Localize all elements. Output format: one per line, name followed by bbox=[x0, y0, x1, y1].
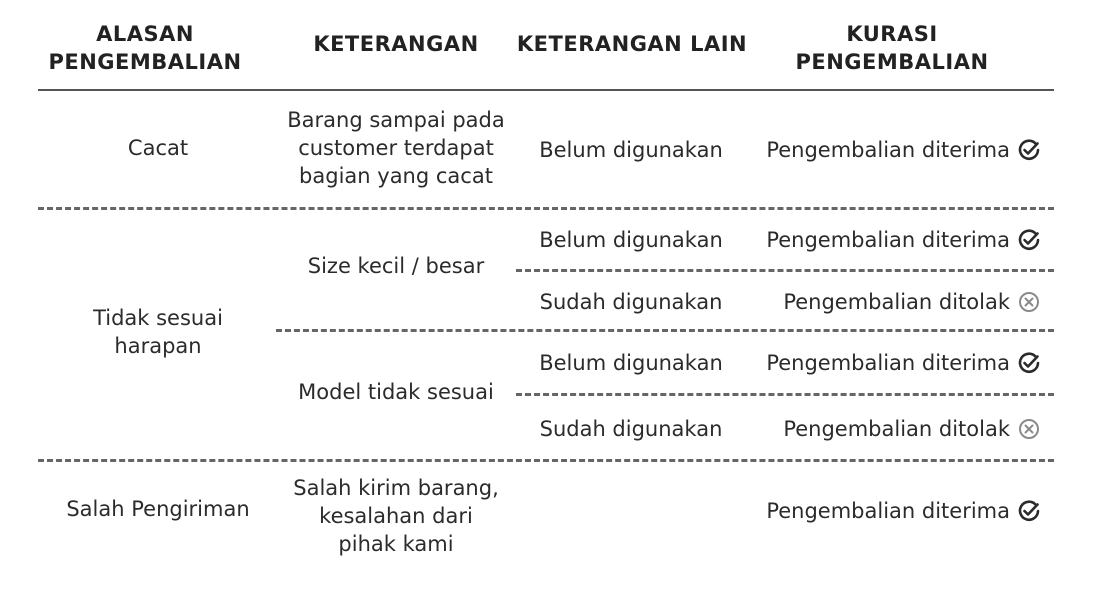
status-size-sudah bbox=[783, 288, 1041, 316]
status-model-belum-text: Pengembalian diterima bbox=[766, 351, 1010, 375]
check-circle-icon bbox=[1017, 351, 1041, 375]
reason-tidak-sesuai-line2: harapan bbox=[114, 334, 202, 358]
other-model-belum: Belum digunakan bbox=[539, 351, 723, 375]
desc-salah-line3: pihak kami bbox=[338, 532, 454, 556]
status-model-belum bbox=[766, 349, 1041, 377]
status-model-sudah bbox=[783, 415, 1041, 443]
desc-salah bbox=[270, 474, 522, 558]
status-salah bbox=[766, 497, 1041, 525]
sub-divider-size bbox=[516, 269, 1054, 272]
x-circle-icon bbox=[1017, 290, 1041, 314]
desc-cacat-line2: customer terdapat bbox=[298, 136, 494, 160]
other-size-sudah: Sudah digunakan bbox=[539, 290, 723, 314]
desc-model: Model tidak sesuai bbox=[298, 380, 494, 404]
desc-cacat-line3: bagian yang cacat bbox=[299, 164, 493, 188]
reason-cacat: Cacat bbox=[127, 136, 189, 160]
header-divider bbox=[38, 89, 1054, 91]
status-size-sudah-text: Pengembalian ditolak bbox=[783, 290, 1010, 314]
status-size-belum bbox=[766, 226, 1041, 254]
other-size-belum: Belum digunakan bbox=[539, 228, 723, 252]
row-divider-2 bbox=[38, 459, 1054, 462]
other-model-sudah: Sudah digunakan bbox=[539, 417, 723, 441]
check-circle-icon bbox=[1017, 138, 1041, 162]
status-salah-text: Pengembalian diterima bbox=[766, 499, 1010, 523]
header-alasan bbox=[40, 20, 250, 76]
status-cacat bbox=[766, 136, 1041, 164]
desc-salah-line1: Salah kirim barang, bbox=[293, 476, 499, 500]
reason-tidak-sesuai bbox=[40, 304, 276, 360]
header-alasan-line1: ALASAN bbox=[96, 22, 194, 46]
header-alasan-line2: PENGEMBALIAN bbox=[48, 50, 242, 74]
check-circle-icon bbox=[1017, 499, 1041, 523]
header-keterangan-lain: KETERANGAN LAIN bbox=[516, 32, 748, 56]
status-model-sudah-text: Pengembalian ditolak bbox=[783, 417, 1010, 441]
desc-cacat bbox=[270, 106, 522, 190]
sub-divider-model bbox=[516, 393, 1054, 396]
sub-divider-middle bbox=[276, 329, 1054, 332]
desc-salah-line2: kesalahan dari bbox=[319, 504, 473, 528]
status-size-belum-text: Pengembalian diterima bbox=[766, 228, 1010, 252]
row-divider-1 bbox=[38, 207, 1054, 210]
x-circle-icon bbox=[1017, 417, 1041, 441]
reason-tidak-sesuai-line1: Tidak sesuai bbox=[93, 306, 223, 330]
header-keterangan: KETERANGAN bbox=[313, 32, 479, 56]
other-cacat: Belum digunakan bbox=[539, 138, 723, 162]
reason-salah: Salah Pengiriman bbox=[66, 497, 250, 521]
header-kurasi-line1: KURASI bbox=[846, 22, 938, 46]
status-cacat-text: Pengembalian diterima bbox=[766, 138, 1010, 162]
header-kurasi bbox=[782, 20, 1002, 76]
desc-size: Size kecil / besar bbox=[307, 254, 485, 278]
header-kurasi-line2: PENGEMBALIAN bbox=[795, 50, 989, 74]
desc-cacat-line1: Barang sampai pada bbox=[287, 108, 505, 132]
check-circle-icon bbox=[1017, 228, 1041, 252]
